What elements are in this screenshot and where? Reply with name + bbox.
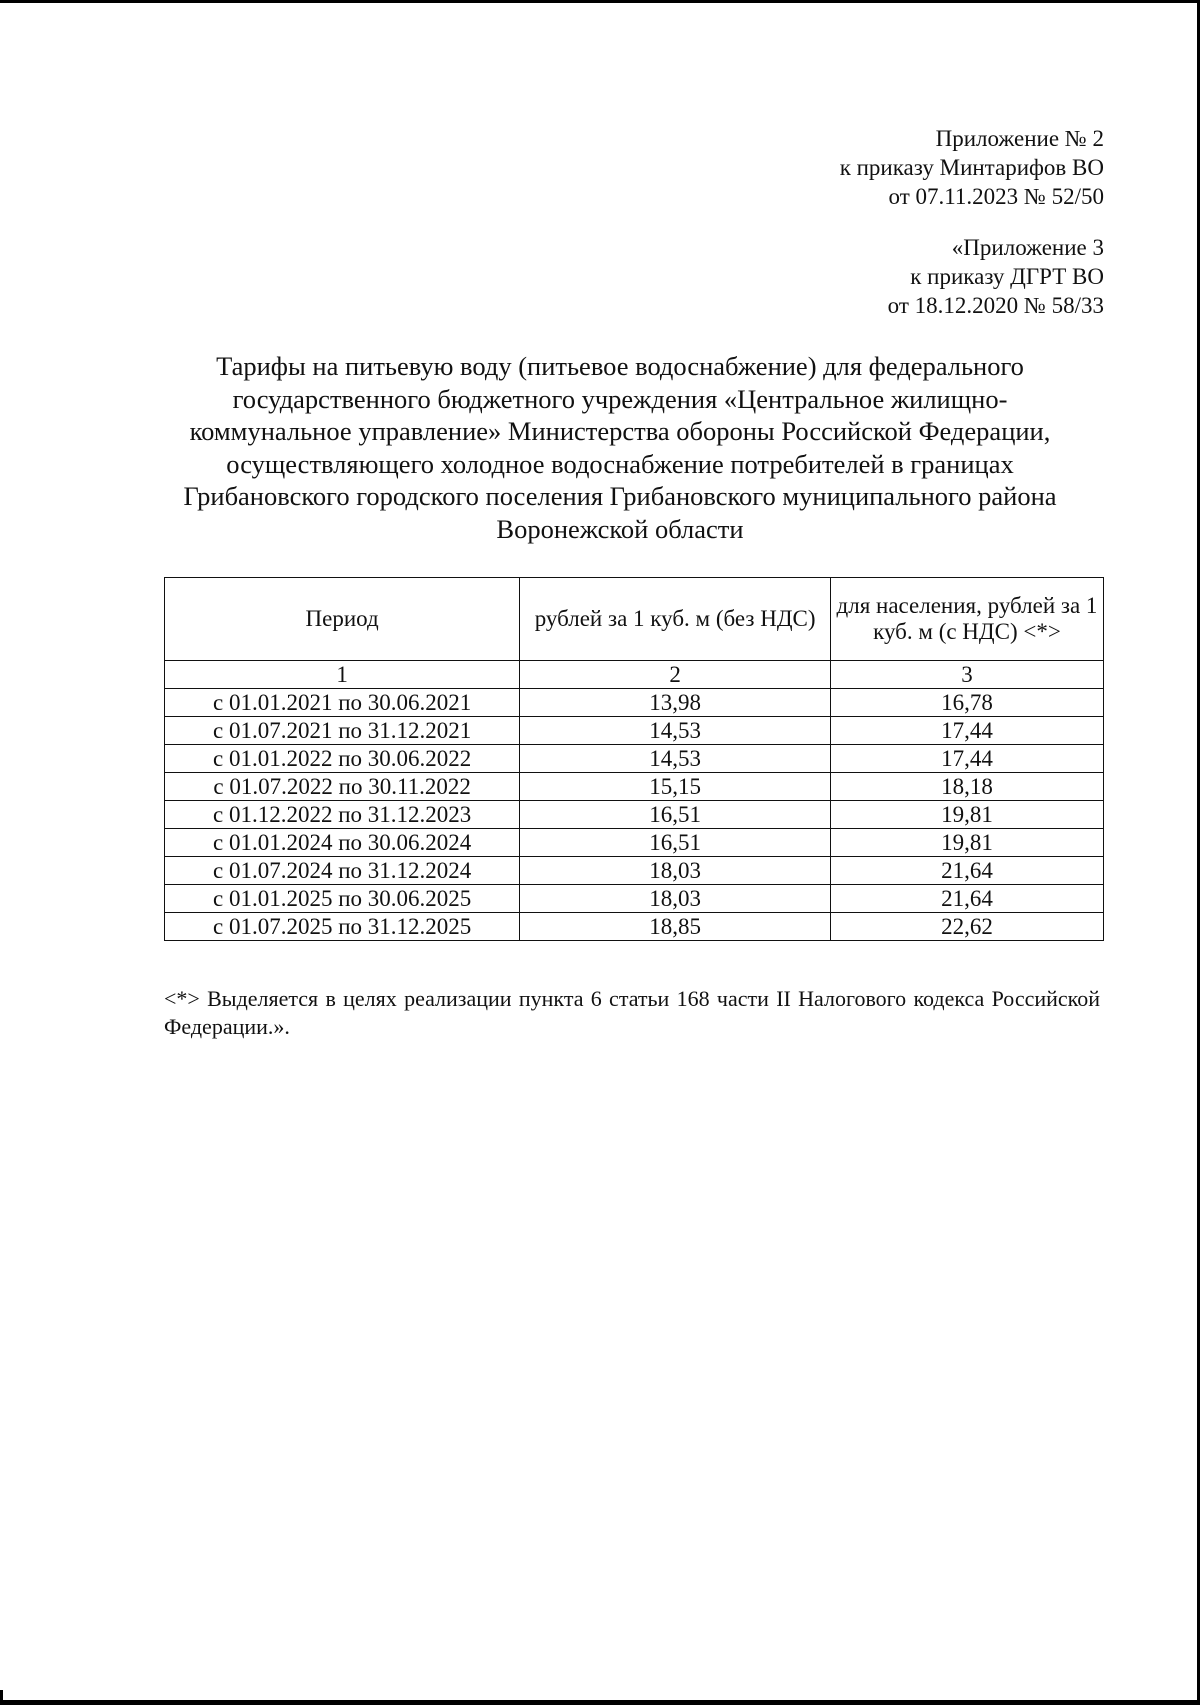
column-number-row	[165, 661, 1104, 689]
cell-price-no-vat: 14,53	[520, 717, 831, 745]
column-number: 3	[830, 661, 1103, 689]
cell-period: с 01.12.2022 по 31.12.2023	[165, 801, 520, 829]
table-row	[165, 801, 1104, 829]
cell-price-no-vat: 13,98	[520, 689, 831, 717]
table-row	[165, 885, 1104, 913]
attachment-order-ref: к приказу Минтарифов ВО	[839, 155, 1104, 180]
cell-period: с 01.01.2022 по 30.06.2022	[165, 745, 520, 773]
cell-price-with-vat: 21,64	[830, 857, 1103, 885]
cell-price-with-vat: 17,44	[830, 717, 1103, 745]
attachment-number: Приложение № 2	[935, 126, 1104, 151]
table-row	[165, 773, 1104, 801]
table-row	[165, 913, 1104, 941]
table-row	[165, 689, 1104, 717]
cell-price-with-vat: 17,44	[830, 745, 1103, 773]
header-period: Период	[165, 578, 520, 661]
attachment-header-current	[840, 124, 1104, 211]
attachment-header-original	[888, 233, 1104, 320]
cell-price-no-vat: 18,03	[520, 857, 831, 885]
title-line: осуществляющего холодное водоснабжение потребителей в границах	[226, 448, 1014, 479]
title-line: Воронежской области	[496, 513, 744, 544]
table-header-row	[165, 578, 1104, 661]
cell-price-no-vat: 18,03	[520, 885, 831, 913]
attachment-order-date: от 07.11.2023 № 52/50	[888, 184, 1104, 209]
column-number: 2	[520, 661, 831, 689]
header-price-no-vat: рублей за 1 куб. м (без НДС)	[520, 578, 831, 661]
footnote: <*> Выделяется в целях реализации пункта 6 статьи 168 части II Налогового кодекса Российской Федерации.».	[164, 986, 1100, 1039]
tariff-table	[164, 577, 1104, 941]
cell-period: с 01.07.2025 по 31.12.2025	[165, 913, 520, 941]
table-row	[165, 857, 1104, 885]
header-price-with-vat: для населения, рублей за 1 куб. м (с НДС) <*>	[830, 578, 1103, 661]
cell-price-no-vat: 16,51	[520, 829, 831, 857]
column-number: 1	[165, 661, 520, 689]
document-title	[140, 350, 1100, 545]
scan-border-bottom	[0, 1700, 1200, 1705]
title-line: Тарифы на питьевую воду (питьевое водоснабжение) для федерального	[216, 351, 1024, 381]
scan-border-left	[0, 1690, 3, 1705]
cell-price-with-vat: 19,81	[830, 801, 1103, 829]
scan-border-top	[0, 0, 1200, 3]
cell-price-no-vat: 14,53	[520, 745, 831, 773]
cell-price-with-vat: 18,18	[830, 773, 1103, 801]
cell-price-with-vat: 22,62	[830, 913, 1103, 941]
table-row	[165, 717, 1104, 745]
cell-period: с 01.01.2024 по 30.06.2024	[165, 829, 520, 857]
cell-price-with-vat: 21,64	[830, 885, 1103, 913]
cell-price-no-vat: 15,15	[520, 773, 831, 801]
cell-period: с 01.01.2021 по 30.06.2021	[165, 689, 520, 717]
cell-period: с 01.07.2022 по 30.11.2022	[165, 773, 520, 801]
cell-period: с 01.01.2025 по 30.06.2025	[165, 885, 520, 913]
title-line: Грибановского городского поселения Грибановского муниципального района	[183, 481, 1057, 511]
cell-price-with-vat: 16,78	[830, 689, 1103, 717]
cell-period: с 01.07.2024 по 31.12.2024	[165, 857, 520, 885]
table-row	[165, 829, 1104, 857]
cell-period: с 01.07.2021 по 31.12.2021	[165, 717, 520, 745]
title-line: государственного бюджетного учреждения «Центральное жилищно-	[232, 383, 1008, 414]
title-line: коммунальное управление» Министерства обороны Российской Федерации,	[189, 416, 1051, 446]
table-row	[165, 745, 1104, 773]
cell-price-with-vat: 19,81	[830, 829, 1103, 857]
cell-price-no-vat: 16,51	[520, 801, 831, 829]
cell-price-no-vat: 18,85	[520, 913, 831, 941]
original-order-date: от 18.12.2020 № 58/33	[887, 293, 1104, 318]
original-order-ref: к приказу ДГРТ ВО	[910, 264, 1104, 289]
original-attachment-number: «Приложение 3	[951, 235, 1104, 260]
